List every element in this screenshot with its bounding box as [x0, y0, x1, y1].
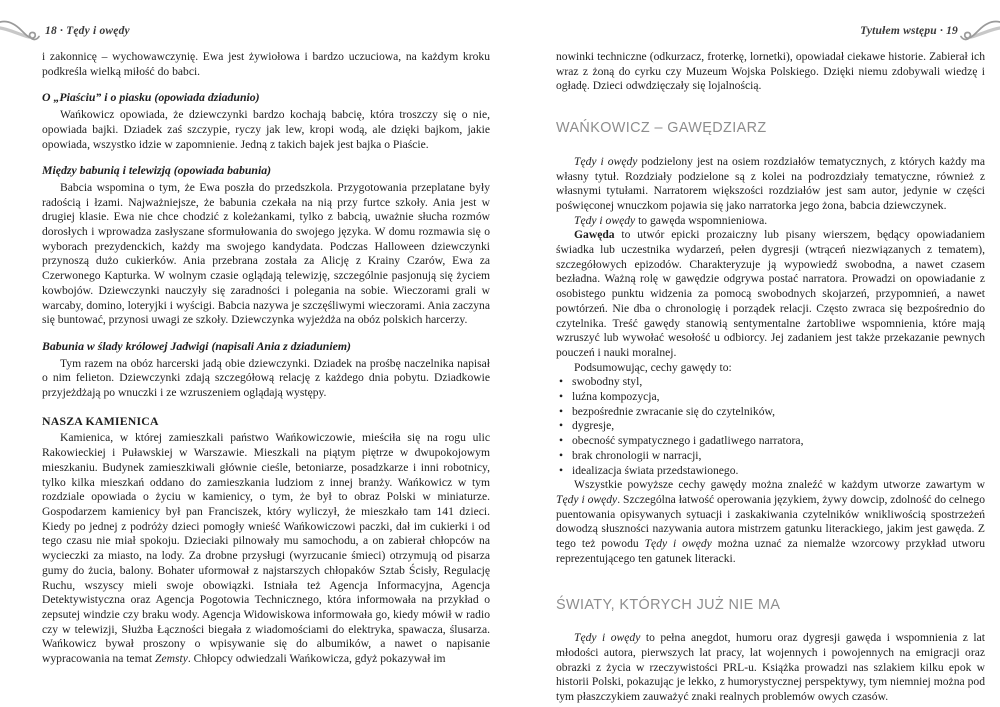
list-item: • bezpośrednie zwracanie się do czytelników, — [556, 405, 985, 420]
paragraph-gaweda-definicja: Gawęda to utwór epicki prozaiczny lub pisany wierszem, będący opowiadaniem świadka lub uczestnika wydarzeń, pełen dygresji (wtrąceń niezwiązanych z tematem), szczegółowych epizodów. Charakteryzuje ją wypowiedź swobodna, a nawet czasem bezładna. Ważną rolę w gawędzie odgrywa postać narratora. Prowadzi on opowiadanie z osobistego punktu widzenia za pomocą swobodnych skojarzeń, przypomnień, a nawet powtórzeń. Nie dba o chronologię i porządek relacji. Często zwraca się bezpośrednio do czytelnika. Treść gawędy stanowią sentymentalne żartobliwe wspomnienia, które mają wzruszyć lub wywołać wesołość u odbiorcy. Jej zadaniem jest także przekazanie pewnych pouczeń i nauki moralnej. — [556, 228, 985, 359]
page-left — [42, 50, 490, 667]
list-item: • luźna kompozycja, — [556, 390, 985, 405]
bullet-list-cechy-gawedy — [556, 375, 985, 478]
running-head-right: Tytułem wstępu · 19 — [860, 25, 958, 37]
list-item: • dygresje, — [556, 419, 985, 434]
paragraph-rozdzialy: Tędy i owędy podzielony jest na osiem rozdziałów tematycznych, z których każdy ma własny tytuł. Rozdziały podzielone są z kolei na podrozdziały tematyczne, również z własnymi tytułami. Narratorem większości rozdziałów jest sam autor, jedynie w części poświęconej wnuczkom pojawia się jako narratorka jego żona, babcia dziewczynek. — [556, 154, 985, 212]
paragraph-continuation: nowinki techniczne (odkurzacz, froterkę, lornetki), opowiadał ciekawe historie. Zabierał ich wraz z żoną do cyrku czy Muzeum Wojska Polskiego. Dzięki niemu zdobywali wiedzę i ogładę. Dzieci odwdzięczały się lojalnością. — [556, 50, 985, 93]
list-item: • obecność sympatycznego i gadatliwego narratora, — [556, 434, 985, 449]
paragraph-wszystkie-cechy: Wszystkie powyższe cechy gawędy można znaleźć w każdym utworze zawartym w Tędy i owędy. Szczególna łatwość operowania językiem, żywy dowcip, zdolność do celnego puentowania opisywanych sytuacji i zaskakiwania czytelników wnikliwością spostrzeżeń dowodzą słuszności nazywania autora mistrzem gatunku literackiego, jakim jest gawęda. Z tego też powodu Tędy i owędy można uznać za niemalże wzorcowy przykład utworu reprezentującego ten gatunek literacki. — [556, 478, 985, 565]
subsection-heading-telewizja: Między babunią i telewizją (opowiada babunia) — [42, 163, 272, 178]
section-heading-gawedziarz: WAŃKOWICZ – GAWĘDZIARZ — [556, 119, 767, 137]
page-right — [556, 50, 985, 705]
list-item: • brak chronologii w narracji, — [556, 449, 985, 464]
paragraph-swiaty: Tędy i owędy to pełna anegdot, humoru oraz dygresji gawęda i wspomnienia z lat młodości autora, pierwszych lat pracy, lat wojennych i powojennych na emigracji oraz obrazki z życia w rzeczywistości PRL-u. Książka prowadzi nas szlakiem kilku epok w historii Polski, pokazując je lekko, z humorystycznej perspektywy, tym niemniej można pod tym płaszczykiem zauważyć znaki realnych problemów owych czasów. — [556, 631, 985, 704]
paragraph-gaweda-wspomnieniowa: Tędy i owędy to gawęda wspomnieniowa. — [574, 213, 768, 227]
flourish-ornament-icon — [958, 19, 1000, 49]
paragraph-jadwiga: Tym razem na obóz harcerski jadą obie dziewczynki. Dziadek na prośbę naczelnika napisał o nim felieton. Dziewczynki zdają szczegółową relację z każdego dnia pobytu. Dziadkowie przyjeżdżają po wnuczki i ze wzruszeniem oglądają występy. — [42, 356, 490, 400]
paragraph-piast: Wańkowicz opowiada, że dziewczynki bardzo kochają babcię, która troszczy się o nie, opowiada bajki. Dziadek zaś szczypie, ryczy jak lew, kropi wodą, ale dzięki bajkom, jakie opowiada, wszystko idzie w zapomnienie. Jedną z takich bajek jest bajka o Piaście. — [42, 108, 490, 151]
list-item: • idealizacja świata przedstawionego. — [556, 464, 985, 479]
paragraph-telewizja: Babcia wspomina o tym, że Ewa poszła do przedszkola. Przygotowania przeplatane były radością i łzami. Najważniejsze, że babunia czekała na nią przy furtce szkoły. Ania jest w drugiej klasie. Ewa nie chce chodzić z koleżankami, tylko z babcią, uważnie słucha rozmów dorosłych i wprowadza zasłyszane sformułowania do swojego języka. W domu rozmawia się o wyborach prezydenckich, każdy ma swojego kandydata. Podczas Halloween dziewczynki przynoszą dużo cukierków. Ania przebrana została za Alicję z Krainy Czarów, Ewa za Czerwonego Kapturka. W wolnym czasie oglądają telewizję, szczególnie pasjonują się życiem kowbojów. Dziewczynki nauczyły się zaradności i polegania na sobie. Wieczorami grali w warcaby, domino, loteryjki i wyścigi. Babcia nazywa je szczęśliwymi wieczorami. Ania zaczyna się buntować, przynosi uwagi ze szkoły. Dziewczynka wyjeżdża na obóz polskich harcerzy. — [42, 180, 490, 327]
paragraph-podsumowanie: Podsumowując, cechy gawędy to: — [574, 360, 732, 374]
subsection-heading-jadwiga: Babunia w ślady królowej Jadwigi (napisali Ania z dziaduniem) — [42, 338, 351, 353]
subsection-heading-piast: O „Piaściu” i o piasku (opowiada dziadunio) — [42, 90, 260, 105]
paragraph-kamienica: Kamienica, w której zamieszkali państwo Wańkowiczowie, mieściła się na rogu ulic Rakowieckiej i Puławskiej w Warszawie. Mieszkali na piątym piętrze w dwupokojowym mieszkaniu. Budynek zamieszkiwali głównie cieśle, betoniarze, posadzkarze i inni robotnicy, tylko kilka mieszkań oddano do zamieszkania ludziom z innej branży. Wańkowicz w tym rozdziale opowiada o życiu w kamienicy, o tym, że był to obraz Polski w miniaturze. Gospodarzem kamienicy był pan Franciszek, który wyliczył, że mieszkało tam 141 dzieci. Kiedy po jednej z podróży dzieci pomogły wnieść Wańkowiczowi paczki, dał im cukierki i od tego czasu nie miał spokoju. Dzieciaki pilnowały mu samochodu, a on zabierał chłopców na wycieczki za miasto, na lody. Za drobne przysługi (wyrzucanie śmieci) otrzymują od pisarza gumy do żucia, balony. Bohater uformował z najstarszych chłopaków Sztab Ścisły, Regulację Ruchu, wszyscy mieli swoje obowiązki. Istniała też Agencja Informacyjna, Agencja Detektywistyczna oraz Agencja Pogotowia Technicznego, która informowała na przykład o zepsutej windzie czy braku wody. Agencja Widowiskowa informowała go, kiedy mówił w radio czy w telewizji, Służba Łączności biegała z wiadomościami do elektryka, spawacza, ślusarza. Wańkowicz bywał proszony o wpisywanie się do albumików, a nawet o napisanie wypracowania na temat Zemsty. Chłopcy odwiedzali Wańkowicza, gdyż pokazywał im — [42, 431, 490, 666]
paragraph-continuation: i zakonnicę – wychowawczynię. Ewa jest żywiołowa i bardzo uczuciowa, na każdym kroku podkreśla wielką miłość do babci. — [42, 50, 490, 78]
list-item: • swobodny styl, — [556, 375, 985, 390]
flourish-ornament-icon — [0, 19, 42, 49]
running-head-left: 18 · Tędy i owędy — [45, 25, 130, 37]
section-heading-swiaty: ŚWIATY, KTÓRYCH JUŻ NIE MA — [556, 595, 781, 613]
subsection-heading-kamienica: NASZA KAMIENICA — [42, 413, 159, 428]
